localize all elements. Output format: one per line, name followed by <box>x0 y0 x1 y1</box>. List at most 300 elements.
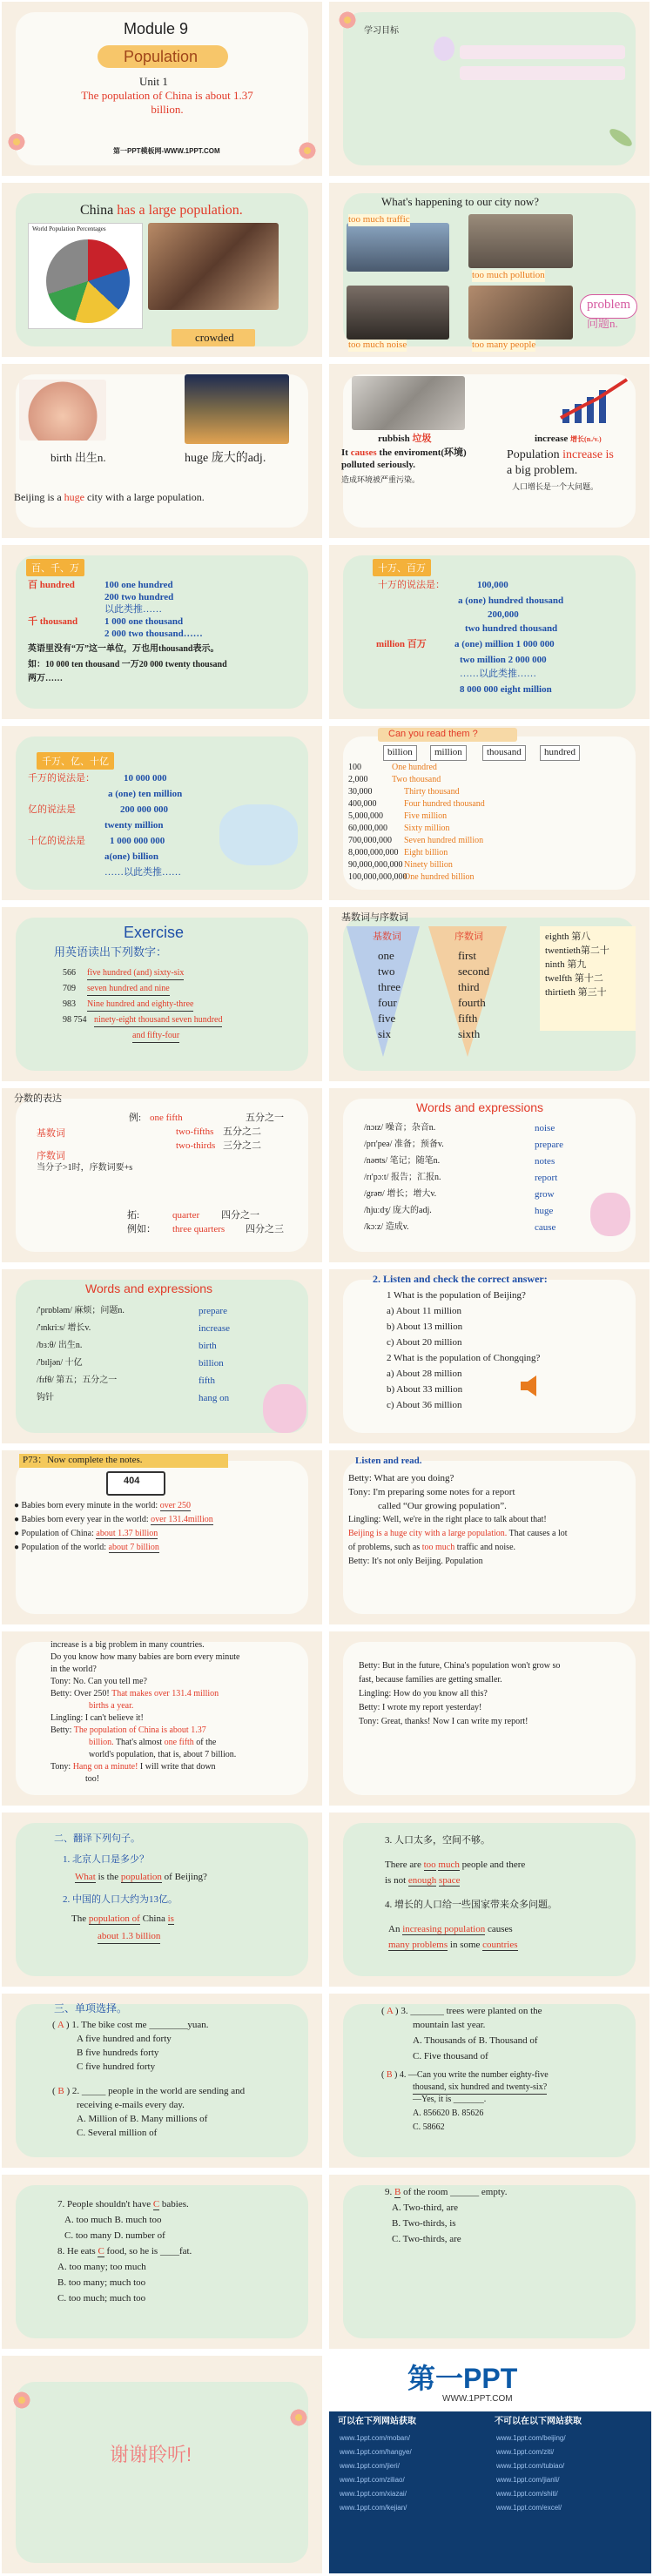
slide-19[interactable] <box>2 1631 322 1806</box>
ordinal-extra: eighth 第八 <box>545 932 591 942</box>
answer-line <box>385 1860 525 1872</box>
extension-label: 例如： <box>127 1224 156 1234</box>
word-entry: /hjuːdʒ/ 庞大的adj. <box>364 1206 432 1215</box>
left-links-title: 可以在下列网站获取 <box>338 2417 416 2426</box>
option: C. too much; much too <box>57 2293 146 2304</box>
option: C. Two-thirds, are <box>392 2234 461 2244</box>
fraction-en: one fifth <box>150 1113 183 1123</box>
heading-part: has a <box>117 203 149 218</box>
number-words: Thirty thousand <box>404 787 460 797</box>
dialogue-line: births a year. <box>89 1701 134 1711</box>
rubbish-photo <box>352 376 465 430</box>
slide-15[interactable] <box>2 1269 322 1443</box>
extension-label: 拓: <box>127 1210 140 1221</box>
question <box>381 2070 549 2082</box>
row: 千 thousand <box>28 616 78 627</box>
note-label: Population of China: <box>21 1529 94 1538</box>
cardinal-word: four <box>378 996 397 1009</box>
number-value: 400,000 <box>348 799 377 809</box>
option: A. Thousands of B. Thousand of <box>413 2035 538 2046</box>
word-answer: fifth <box>199 1375 215 1386</box>
word-entry: /'ɪnkriːs/ 增长v. <box>37 1323 91 1333</box>
word-huge <box>185 451 266 467</box>
answer: A <box>386 2006 394 2016</box>
text: is not <box>385 1875 407 1886</box>
section-tag: 十万、百万 <box>373 559 431 576</box>
slide-heading: What's happening to our city now? <box>381 195 540 208</box>
fraction-en: two-fifths <box>176 1127 214 1137</box>
thanks-text: 谢谢聆听! <box>110 2444 192 2465</box>
cause-sentence-cn: 造成环境被严重污染。 <box>341 475 421 484</box>
ordinal-word: fifth <box>458 1012 478 1025</box>
row: twenty million <box>104 820 164 831</box>
footer-link: www.1ppt.com/jianli/ <box>496 2476 560 2484</box>
text: in some <box>449 1940 481 1950</box>
example-sentence <box>14 491 205 504</box>
section-tag: 千万、亿、十亿 <box>37 752 114 770</box>
text: ) 3. _______ trees were planted on the <box>393 2006 542 2016</box>
option: b) About 33 million <box>387 1384 463 1395</box>
number-words: Eight billion <box>404 848 448 858</box>
number-value: 700,000,000 <box>348 836 392 845</box>
dialogue-line: increase is a big problem in many countries. <box>50 1640 205 1650</box>
word-entry: /prɪ'peə/ 准备；预备v. <box>364 1140 444 1149</box>
word-rubbish <box>378 434 431 446</box>
slide-heading: P73：Now complete the notes. <box>23 1455 143 1465</box>
fraction-cn: 四分之三 <box>246 1224 284 1234</box>
text: Beijing? <box>174 1872 207 1882</box>
photo-caption: crowded <box>195 331 234 344</box>
footer-panel <box>329 2356 651 2573</box>
slide-12[interactable] <box>329 907 650 1081</box>
highlight: The population of China is about 1.37 <box>73 1725 206 1735</box>
dialogue-line: fast, because families are getting smaller. <box>359 1675 502 1685</box>
option: C. Five thousand of <box>413 2051 488 2061</box>
number-words: One hundred <box>392 763 437 772</box>
footer-link: www.1ppt.com/hangye/ <box>340 2448 412 2456</box>
fraction-cn: 五分之一 <box>246 1113 284 1123</box>
text: That causes a lot <box>507 1529 568 1538</box>
word-answer: cause <box>535 1222 556 1233</box>
fraction-cn: 三分之二 <box>223 1140 261 1151</box>
option: B. too many; much too <box>57 2277 146 2288</box>
highlight: billion. <box>89 1738 114 1747</box>
population-sentence-cn: 人口增长是一个大问题。 <box>512 482 599 491</box>
note-value: over 131.4million <box>151 1515 213 1524</box>
note-row: ● Babies born every year in the world: over 131.4million <box>14 1515 213 1524</box>
photo-label: too many people <box>472 340 536 350</box>
cell: 百 hundred <box>28 580 75 590</box>
blank: much <box>438 1860 460 1870</box>
row: a (one) million 1 000 000 <box>454 639 555 649</box>
option: A. 856620 B. 85626 <box>413 2109 484 2118</box>
chart-title: World Population Percentages <box>32 225 106 232</box>
word-answer: increase <box>199 1323 231 1334</box>
highlight: Hang on a minute! <box>72 1762 138 1772</box>
row: 200,000 <box>488 609 519 620</box>
slide-7[interactable] <box>2 545 322 719</box>
dialogue-line: Tony: I'm preparing some notes for a report <box>348 1487 515 1497</box>
question: 2 What is the population of Chongqing? <box>387 1353 541 1363</box>
pollution-photo <box>468 214 573 268</box>
slide-16[interactable] <box>329 1269 650 1443</box>
word-entry: /'prɒbləm/ 麻烦；问题n. <box>37 1306 125 1315</box>
fraction-cn: 四分之一 <box>221 1210 259 1221</box>
note-row: ● Babies born every minute in the world: over 250 <box>14 1501 191 1510</box>
question: 1 What is the population of Beijing? <box>387 1290 526 1301</box>
ordinal-word: second <box>458 965 490 978</box>
goal-bar <box>460 66 625 80</box>
number-value: 60,000,000 <box>348 824 387 833</box>
section-tag: 百、千、万 <box>26 559 84 576</box>
dialogue-line: Betty: It's not only Beijing. Population <box>348 1557 483 1566</box>
exercise-number: 566 <box>63 968 76 978</box>
slide-title: Population <box>124 48 199 65</box>
baby-photo <box>19 380 106 441</box>
row: 10 000 000 <box>124 773 167 784</box>
row: 千万的说法是： <box>28 773 95 784</box>
word-problem-cn: 问题n. <box>587 317 618 330</box>
option: A. Million of B. Many millions of <box>77 2114 208 2124</box>
triangle-graphics <box>347 926 512 1057</box>
noise-photo <box>347 286 449 340</box>
text: An <box>388 1924 401 1934</box>
sentence-part: city with a large population. <box>84 491 205 503</box>
blank: population of <box>88 1914 140 1924</box>
text: of the room ______ empty. <box>401 2187 508 2197</box>
cardinal-word: two <box>378 965 395 978</box>
exercise-answer: five hundred (and) sixty-six <box>87 968 184 980</box>
slide-26[interactable] <box>329 2175 650 2349</box>
fraction-en: two-thirds <box>176 1140 216 1151</box>
option: A. too much B. much too <box>64 2215 162 2225</box>
ordinal-extra: twentieth第二十 <box>545 945 609 956</box>
ordinal-word: fourth <box>458 996 486 1009</box>
text: The <box>71 1914 87 1924</box>
number-words: One hundred billion <box>404 872 475 882</box>
text: ( <box>381 2070 387 2080</box>
key-cardinal: 基数词 <box>37 1128 65 1139</box>
number-words: Ninety billion <box>404 860 453 870</box>
text: people and there <box>461 1860 526 1870</box>
dialogue-line <box>348 1529 568 1540</box>
ordinal-extra: thirtieth 第三十 <box>545 987 607 998</box>
heading-part: China <box>80 203 118 218</box>
text: That's almost <box>113 1738 165 1747</box>
fraction-en: quarter <box>172 1210 200 1221</box>
dialogue-line: Betty: But in the future, China's population won't grow so <box>359 1661 561 1671</box>
text: ) 2. _____ people in the world are sending and <box>64 2086 246 2096</box>
question: 2. 中国的人口大约为13亿。 <box>63 1894 178 1905</box>
slide-heading: Words and expressions <box>85 1281 213 1295</box>
row: ……以此类推…… <box>460 669 536 679</box>
exercise-number: 709 <box>63 984 76 993</box>
word-chip: hundred <box>540 745 580 761</box>
slide-3[interactable] <box>2 183 322 357</box>
number-value: 8,000,000,000 <box>348 848 399 858</box>
word: birth <box>50 451 72 464</box>
number-words: Two thousand <box>392 775 441 784</box>
text: ( <box>52 2086 58 2096</box>
slide-10[interactable] <box>329 726 650 900</box>
word-answer: prepare <box>199 1306 227 1316</box>
option: A. Two-third, are <box>392 2203 459 2213</box>
slide-1[interactable] <box>2 2 322 176</box>
slide-21[interactable] <box>2 1813 322 1987</box>
text: of problems, such as <box>348 1543 422 1552</box>
dialogue-line: Lingling: How do you know all this? <box>359 1689 488 1698</box>
module-title: Module 9 <box>124 20 189 37</box>
row: 100,000 <box>477 580 508 590</box>
flower-decoration <box>7 132 26 151</box>
blank: about 1.3 billion <box>98 1931 160 1944</box>
slide-6[interactable] <box>329 364 650 538</box>
slide-24[interactable] <box>329 1994 650 2168</box>
option: A five hundred and forty <box>77 2034 172 2044</box>
text: ( <box>52 2020 57 2030</box>
text: traffic and noise. <box>454 1543 516 1552</box>
slide-heading: Words and expressions <box>416 1100 544 1114</box>
slide-27[interactable] <box>2 2356 322 2573</box>
row: two million 2 000 000 <box>460 655 547 665</box>
slide-4[interactable] <box>329 183 650 357</box>
rule-note: 当分子>1时，序数词要+s <box>37 1163 133 1173</box>
slide-frame <box>343 2185 636 2338</box>
subtitle: The population of China is about 1.37 billion. <box>81 89 253 117</box>
row: 英语里没有“万”这一单位，万也用thousand表示。 <box>28 644 219 654</box>
part: the enviroment(环境) <box>376 447 467 458</box>
question-cont: —Yes, it is _______. <box>413 2095 487 2104</box>
slide-20[interactable] <box>329 1631 650 1806</box>
word-entry: /nəʊts/ 笔记；随笔n. <box>364 1156 441 1166</box>
number-value: 100 <box>348 763 361 772</box>
bunny-icon <box>434 37 454 61</box>
answer-line <box>75 1872 207 1884</box>
note-label: Babies born every minute in the world: <box>21 1501 158 1510</box>
slide-2[interactable] <box>329 2 650 176</box>
footer-link: www.1ppt.com/moban/ <box>340 2434 410 2442</box>
text: Betty: Over 250! <box>50 1689 112 1698</box>
note-row: ● Population of the world: about 7 billion <box>14 1543 159 1552</box>
slide-18[interactable] <box>329 1450 650 1624</box>
kids-illustration <box>219 804 298 865</box>
slide-13[interactable] <box>2 1088 322 1262</box>
pie-chart-panel <box>28 223 143 329</box>
word-cn: 庞大的adj. <box>211 452 266 465</box>
population-sentence-2: a big problem. <box>507 464 578 477</box>
dialogue-line: in the world? <box>50 1665 97 1674</box>
part: increase is <box>562 448 614 461</box>
question <box>52 2086 245 2098</box>
word-answer: birth <box>199 1341 217 1351</box>
word-chip: billion <box>383 745 417 761</box>
slide-25[interactable] <box>2 2175 322 2349</box>
sentence-part: Beijing is a <box>14 491 64 503</box>
option: B five hundreds forty <box>77 2048 159 2058</box>
slide-heading: 基数词与序数词 <box>341 912 408 923</box>
text: food, so he is ____fat. <box>104 2246 192 2257</box>
text: Tony: <box>50 1762 73 1772</box>
question <box>381 2006 542 2018</box>
sentence-part: huge <box>64 491 84 503</box>
question <box>52 2020 208 2032</box>
number-value: 100,000,000,000 <box>348 872 407 882</box>
photo-label: too much noise <box>348 340 407 350</box>
row: 亿的说法是 <box>28 804 76 815</box>
row: 200 two hundred <box>104 592 174 602</box>
photo-label: too much traffic <box>348 214 410 225</box>
question <box>385 2187 507 2199</box>
highlight: Beijing is a huge city with a large population. <box>348 1529 508 1538</box>
note-value: over 250 <box>159 1501 191 1510</box>
slide-22[interactable] <box>329 1813 650 1987</box>
word-entry: /fɪfθ/ 第五；五分之一 <box>37 1375 118 1385</box>
slide-5[interactable] <box>2 364 322 538</box>
question <box>57 2246 192 2258</box>
option: C five hundred forty <box>77 2061 156 2072</box>
number-value: 30,000 <box>348 787 373 797</box>
row <box>28 580 75 592</box>
option: C. 58662 <box>413 2122 445 2132</box>
slide-9[interactable] <box>2 726 322 900</box>
highlight: That makes over 131.4 million <box>111 1689 219 1698</box>
dialogue-line <box>50 1725 206 1737</box>
mascot-illustration <box>590 1193 630 1236</box>
ordinal-extra: ninth 第九 <box>545 959 587 970</box>
number-value: 2,000 <box>348 775 368 784</box>
answer-line <box>388 1924 513 1936</box>
goal-bar <box>460 45 625 59</box>
blank: enough <box>407 1875 437 1886</box>
answer: C <box>152 2199 160 2209</box>
answer: B <box>57 2086 64 2096</box>
word-cn: 增长(n./v.) <box>570 435 602 443</box>
option: b) About 13 million <box>387 1322 463 1332</box>
row: 以此类推…… <box>104 604 162 615</box>
cardinal-word: three <box>378 980 401 993</box>
answer: B <box>386 2070 393 2080</box>
row: 两万…… <box>28 674 63 683</box>
text: There are <box>385 1860 421 1870</box>
exercise-number: 983 <box>63 999 76 1009</box>
row: 十万的说法是： <box>378 580 445 590</box>
text: 9. <box>385 2187 394 2197</box>
option: C. Several million of <box>77 2128 158 2138</box>
footer-link: www.1ppt.com/kejian/ <box>340 2504 407 2512</box>
answer: B <box>394 2187 401 2197</box>
growth-arrow-icon <box>557 374 636 427</box>
word-entry: 钩针 <box>37 1393 54 1402</box>
option: B. Two-thirds, is <box>392 2218 456 2229</box>
question: 1. 北京人口是多少？ <box>63 1854 149 1865</box>
question <box>57 2199 189 2211</box>
answer-line <box>388 1940 518 1952</box>
word-chip: thousand <box>482 745 526 761</box>
blank: population <box>120 1872 162 1882</box>
site-logo: 第一PPT <box>407 2363 518 2394</box>
slide-17[interactable] <box>2 1450 322 1624</box>
slide-heading: 分数的表达 <box>14 1093 62 1104</box>
highlight: too much <box>421 1543 455 1552</box>
section-heading: 二、翻译下列句子。 <box>54 1833 140 1844</box>
label-cardinal: 基数词 <box>373 932 401 942</box>
option: a) About 28 million <box>387 1369 462 1379</box>
exercise-answer: seven hundred and nine <box>87 984 170 996</box>
counter-value: 404 <box>124 1476 140 1486</box>
slide-8[interactable] <box>329 545 650 719</box>
text: of the <box>193 1738 217 1747</box>
question-cont: receiving e-mails every day. <box>77 2100 185 2110</box>
footer-link: www.1ppt.com/ziti/ <box>496 2448 555 2456</box>
cardinal-word: six <box>378 1027 392 1040</box>
answer-line <box>71 1914 174 1926</box>
pie-chart <box>46 239 130 323</box>
key-ordinal: 序数词 <box>37 1151 65 1161</box>
row: a (one) ten million <box>108 789 183 799</box>
traffic-photo <box>347 223 449 272</box>
slide-heading <box>80 202 243 219</box>
flower-decoration <box>298 141 317 160</box>
word-answer: prepare <box>535 1140 563 1150</box>
question-cont: mountain last year. <box>413 2020 486 2030</box>
blank: many problems <box>388 1940 448 1950</box>
word-entry: /'bɪljən/ 十亿 <box>37 1358 83 1368</box>
word-entry: /kɔːz/ 造成v. <box>364 1222 409 1232</box>
word-chip: million <box>430 745 467 761</box>
part: Population <box>507 448 563 461</box>
dialogue-line: called “Our growing population”. <box>378 1501 507 1511</box>
people-photo <box>468 286 573 340</box>
goals-label: 学习目标 <box>364 26 399 36</box>
note-label: Babies born every year in the world: <box>21 1515 149 1524</box>
speaker-icon[interactable] <box>517 1374 547 1398</box>
slide-23[interactable] <box>2 1994 322 2168</box>
word: rubbish <box>378 434 410 444</box>
word-answer: huge <box>535 1206 554 1216</box>
slide-heading: Can you read them ? <box>388 729 478 739</box>
exercise-number: 98 754 <box>63 1015 87 1025</box>
word-entry: /rɪ'pɔːt/ 报告；汇报n. <box>364 1173 441 1182</box>
label-ordinal: 序数词 <box>454 932 483 942</box>
blank: countries <box>482 1940 518 1950</box>
dialogue-line: Betty: I wrote my report yesterday! <box>359 1703 482 1712</box>
number-value: 90,000,000,000 <box>348 860 403 870</box>
footer-link: www.1ppt.com/shiti/ <box>496 2490 558 2498</box>
slide-11[interactable] <box>2 907 322 1081</box>
text: ( <box>381 2006 387 2016</box>
site-url[interactable]: WWW.1PPT.COM <box>442 2394 513 2404</box>
ordinal-extra: twelfth 第十二 <box>545 973 603 984</box>
footer-link: www.1ppt.com/xiazai/ <box>340 2490 407 2498</box>
dialogue-line: Tony: No. Can you tell me? <box>50 1677 147 1686</box>
word-cn: 出生n. <box>74 451 106 464</box>
word-answer: notes <box>535 1156 555 1167</box>
text: of <box>164 1872 172 1882</box>
slide-14[interactable] <box>329 1088 650 1262</box>
exercise-answer: ninety-eight thousand seven hundred <box>94 1015 222 1027</box>
note-label: Population of the world: <box>21 1543 107 1552</box>
question: 4. 增长的人口给一些国家带来众多问题。 <box>385 1900 557 1910</box>
row: 2 000 two thousand…… <box>104 629 203 639</box>
right-links-title: 不可以在以下网站获取 <box>495 2417 582 2426</box>
answer: A <box>57 2020 64 2030</box>
row: a(one) billion <box>104 851 159 862</box>
dialogue-line <box>50 1689 219 1700</box>
part: It <box>341 447 351 458</box>
dialogue-line: too! <box>85 1774 100 1784</box>
dialogue-line: Lingling: I can't believe it! <box>50 1713 144 1723</box>
word-answer: report <box>535 1173 558 1183</box>
